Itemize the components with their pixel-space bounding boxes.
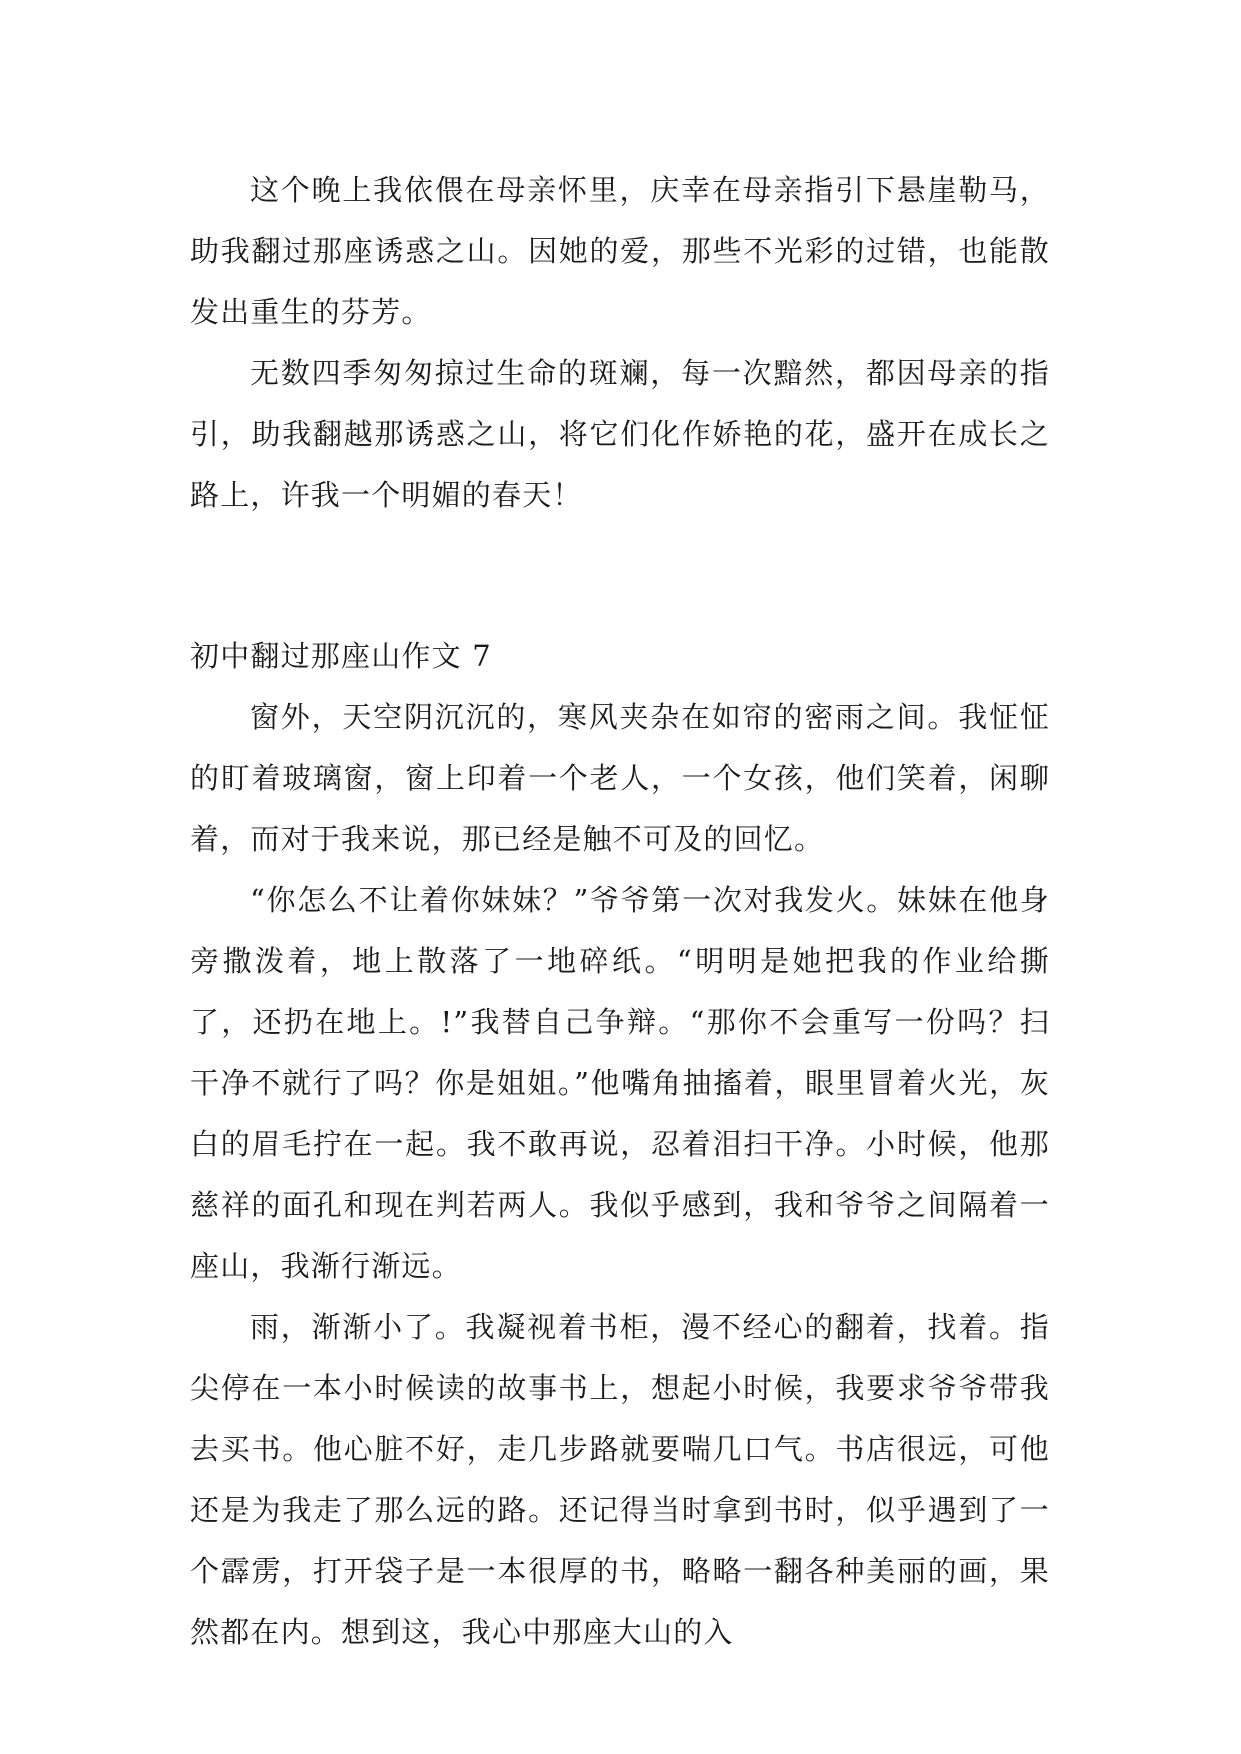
paragraph: “你怎么不让着你妹妹？”爷爷第一次对我发火。妹妹在他身旁撒泼着，地上散落了一地碎纸。“明明是她把我的作业给撕了，还扔在地上。!”我替自己争辩。“那你不会重写一份吗？扫干净不就行了吗？你是姐姐。”他嘴角抽搐着，眼里冒着火光，灰白的眉毛拧在一起。我不敢再说，忍着泪扫干净。小时候，他那慈祥的面孔和现在判若两人。我似乎感到，我和爷爷之间隔着一座山，我渐行渐远。: [190, 883, 1050, 1283]
section-spacer: [190, 526, 1050, 626]
paragraph: 这个晚上我依偎在母亲怀里，庆幸在母亲指引下悬崖勒马，助我翻过那座诱惑之山。因她的爱，那些不光彩的过错，也能散发出重生的芬芳。: [190, 173, 1050, 329]
section-title: 初中翻过那座山作文 7: [190, 639, 492, 673]
paragraph: 雨，渐渐小了。我凝视着书柜，漫不经心的翻着，找着。指尖停在一本小时候读的故事书上，想起小时候，我要求爷爷带我去买书。他心脏不好，走几步路就要喘几口气。书店很远，可他还是为我走了那么远的路。还记得当时拿到书时，似乎遇到了一个霹雳，打开袋子是一本很厚的书，略略一翻各种美丽的画，果然都在内。想到这，我心中那座大山的入: [190, 1310, 1050, 1649]
paragraph: 窗外，天空阴沉沉的，寒风夹杂在如帘的密雨之间。我怔怔的盯着玻璃窗，窗上印着一个老人，一个女孩，他们笑着，闲聊着，而对于我来说，那已经是触不可及的回忆。: [190, 700, 1050, 856]
paragraph: 无数四季匆匆掠过生命的斑斓，每一次黯然，都因母亲的指引，助我翻越那诱惑之山，将它们化作娇艳的花，盛开在成长之路上，许我一个明媚的春天！: [190, 356, 1050, 512]
document-body: [190, 160, 1050, 1663]
